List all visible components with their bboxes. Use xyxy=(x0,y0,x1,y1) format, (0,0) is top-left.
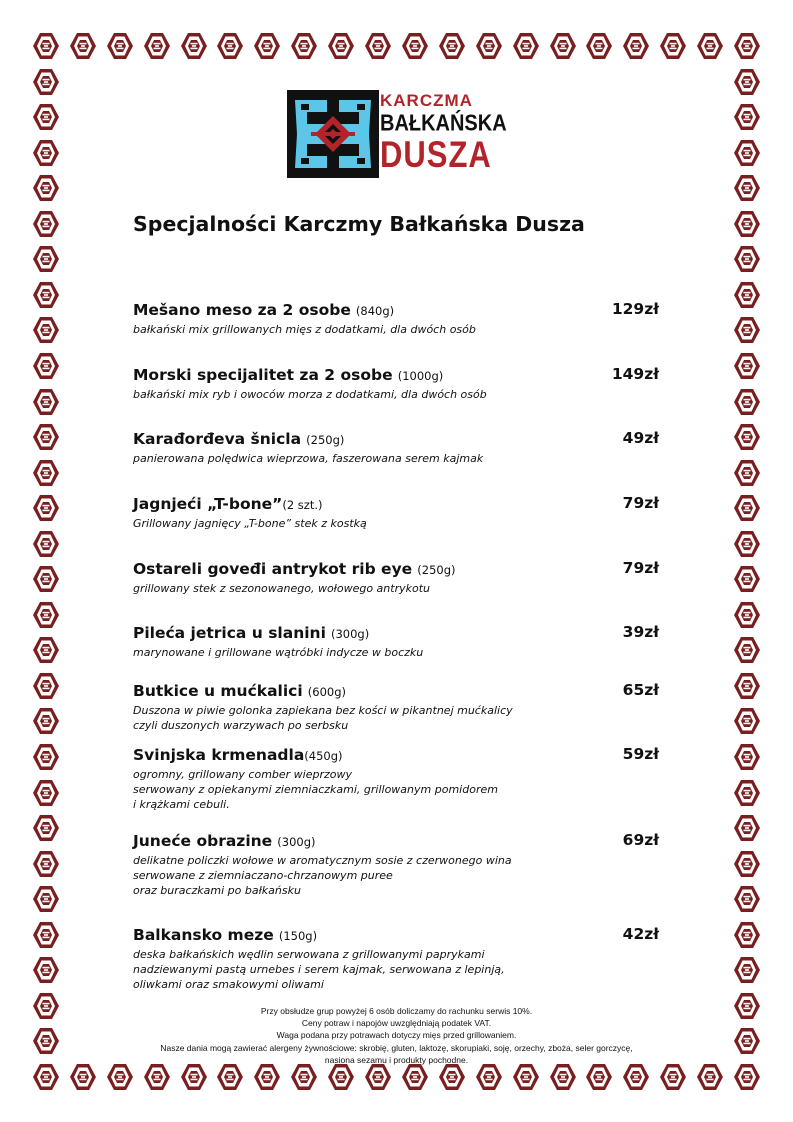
diamond-ornament-icon xyxy=(512,1063,540,1091)
logo-line-2: BAŁKAŃSKA xyxy=(380,110,507,137)
diamond-ornament-icon xyxy=(733,459,761,487)
dish-description-line: i krążkami cebuli. xyxy=(133,798,230,811)
diamond-ornament-icon xyxy=(733,921,761,949)
dish-price: 129zł xyxy=(611,300,659,318)
menu-item xyxy=(133,365,659,402)
diamond-ornament-icon xyxy=(585,1063,613,1091)
diamond-ornament-icon xyxy=(622,1063,650,1091)
diamond-ornament-icon xyxy=(69,1063,97,1091)
diamond-ornament-icon xyxy=(696,1063,724,1091)
dish-price: 42zł xyxy=(622,925,659,943)
diamond-ornament-icon xyxy=(549,32,577,60)
diamond-ornament-icon xyxy=(733,992,761,1020)
diamond-ornament-icon xyxy=(622,32,650,60)
footer-line: Ceny potraw i napojów uwzględniają podatek VAT. xyxy=(301,1018,492,1029)
diamond-ornament-icon xyxy=(290,1063,318,1091)
diamond-ornament-icon xyxy=(32,885,60,913)
diamond-ornament-icon xyxy=(216,1063,244,1091)
diamond-ornament-icon xyxy=(733,68,761,96)
diamond-ornament-icon xyxy=(32,68,60,96)
dish-price: 59zł xyxy=(622,745,659,763)
logo xyxy=(287,90,507,178)
diamond-ornament-icon xyxy=(180,32,208,60)
diamond-ornament-icon xyxy=(364,1063,392,1091)
dish-description-line: grillowany stek z sezonowanego, wołowego antrykotu xyxy=(133,582,430,595)
diamond-ornament-icon xyxy=(327,32,355,60)
dish-description-line: nadziewanymi pastą urnebes i serem kajmak, serwowana z lepinją, xyxy=(133,963,505,976)
diamond-ornament-icon xyxy=(364,32,392,60)
logo-wordmark xyxy=(380,91,507,176)
diamond-ornament-icon xyxy=(32,388,60,416)
dish-description-line: serwowany z opiekanymi ziemniaczkami, grillowanym pomidorem xyxy=(133,783,498,796)
dish-name: Morski specijalitet za 2 osobe xyxy=(133,366,393,384)
diamond-ornament-icon xyxy=(733,779,761,807)
diamond-ornament-icon xyxy=(659,32,687,60)
footer-line: Przy obsłudze grup powyżej 6 osób doliczamy do rachunku serwis 10%. xyxy=(260,1006,533,1016)
diamond-ornament-icon xyxy=(733,956,761,984)
diamond-ornament-icon xyxy=(733,565,761,593)
dish-description-line: Duszona w piwie golonka zapiekana bez kości w pikantnej mućkalicy xyxy=(133,704,513,717)
dish-description-line: deska bałkańskich wędlin serwowana z grillowanymi paprykami xyxy=(133,948,485,961)
diamond-ornament-icon xyxy=(32,956,60,984)
diamond-ornament-icon xyxy=(659,1063,687,1091)
dish-price: 79zł xyxy=(622,494,659,512)
dish-description-line: bałkański mix grillowanych mięs z dodatkami, dla dwóch osób xyxy=(133,323,476,336)
diamond-ornament-icon xyxy=(69,32,97,60)
diamond-ornament-icon xyxy=(733,423,761,451)
menu-item xyxy=(133,925,659,992)
diamond-ornament-icon xyxy=(733,32,761,60)
dish-name: Mešano meso za 2 osobe xyxy=(133,301,351,319)
diamond-ornament-icon xyxy=(32,779,60,807)
diamond-ornament-icon xyxy=(696,32,724,60)
diamond-ornament-icon xyxy=(216,32,244,60)
dish-name: Juneće obrazine xyxy=(133,832,273,850)
diamond-ornament-icon xyxy=(32,32,60,60)
footer-line: nasiona sezamu i produkty pochodne. xyxy=(324,1054,469,1065)
dish-price: 79zł xyxy=(622,559,659,577)
dish-description-line: marynowane i grillowane wątróbki indycze w boczku xyxy=(133,646,424,659)
diamond-ornament-icon xyxy=(733,707,761,735)
diamond-ornament-icon xyxy=(32,174,60,202)
dish-weight: (250g) xyxy=(306,433,345,447)
dish-description-line: serwowane z ziemniaczano-chrzanowym puree xyxy=(133,869,393,882)
diamond-ornament-icon xyxy=(733,530,761,558)
diamond-ornament-icon xyxy=(733,672,761,700)
diamond-ornament-icon xyxy=(32,565,60,593)
diamond-ornament-icon xyxy=(733,743,761,771)
diamond-ornament-icon xyxy=(733,636,761,664)
menu-item xyxy=(133,623,659,660)
dish-name: Karađorđeva šnicla xyxy=(133,430,302,448)
dish-description-line: panierowana polędwica wieprzowa, faszerowana serem kajmak xyxy=(133,452,484,465)
diamond-ornament-icon xyxy=(106,1063,134,1091)
diamond-ornament-icon xyxy=(32,992,60,1020)
diamond-ornament-icon xyxy=(549,1063,577,1091)
diamond-ornament-icon xyxy=(143,32,171,60)
diamond-ornament-icon xyxy=(32,245,60,273)
dish-weight: (300g) xyxy=(331,627,370,641)
dish-name: Jagnjeći „T-bone” xyxy=(133,495,283,513)
diamond-ornament-icon xyxy=(733,281,761,309)
dish-price: 69zł xyxy=(622,831,659,849)
dish-price: 49zł xyxy=(622,429,659,447)
diamond-ornament-icon xyxy=(143,1063,171,1091)
diamond-ornament-icon xyxy=(733,245,761,273)
diamond-ornament-icon xyxy=(733,103,761,131)
menu-item xyxy=(133,494,659,531)
diamond-ornament-icon xyxy=(32,921,60,949)
diamond-ornament-icon xyxy=(32,672,60,700)
menu-item xyxy=(133,681,659,733)
dish-weight: (250g) xyxy=(417,563,456,577)
dish-price: 149zł xyxy=(611,365,659,383)
diamond-ornament-icon xyxy=(733,1063,761,1091)
diamond-ornament-icon xyxy=(32,459,60,487)
dish-weight: (450g) xyxy=(304,749,343,763)
diamond-ornament-icon xyxy=(180,1063,208,1091)
diamond-ornament-icon xyxy=(733,352,761,380)
diamond-ornament-icon xyxy=(32,743,60,771)
menu-item xyxy=(133,831,659,898)
diamond-ornament-icon xyxy=(32,494,60,522)
menu-item xyxy=(133,745,659,812)
diamond-ornament-icon xyxy=(32,707,60,735)
diamond-ornament-icon xyxy=(32,139,60,167)
diamond-ornament-icon xyxy=(32,281,60,309)
dish-description-line: Grillowany jagnięcy „T-bone” stek z kostką xyxy=(133,517,367,530)
diamond-ornament-icon xyxy=(733,494,761,522)
diamond-ornament-icon xyxy=(32,814,60,842)
diamond-ornament-icon xyxy=(438,1063,466,1091)
diamond-ornament-icon xyxy=(475,1063,503,1091)
dish-name: Svinjska krmenadla xyxy=(133,746,305,764)
diamond-ornament-icon xyxy=(733,139,761,167)
diamond-ornament-icon xyxy=(733,1027,761,1055)
footer-notes xyxy=(60,1005,733,1066)
dish-price: 65zł xyxy=(622,681,659,699)
diamond-ornament-icon xyxy=(733,210,761,238)
dish-description-line: bałkański mix ryb i owoców morza z dodatkami, dla dwóch osób xyxy=(133,388,487,401)
diamond-ornament-icon xyxy=(32,1027,60,1055)
dish-description-line: oraz buraczkami po bałkańsku xyxy=(133,884,301,897)
diamond-ornament-icon xyxy=(733,388,761,416)
menu-item xyxy=(133,300,659,337)
diamond-ornament-icon xyxy=(32,601,60,629)
diamond-ornament-icon xyxy=(401,32,429,60)
footer-line: Nasze dania mogą zawierać alergeny żywnościowe: skrobię, gluten, laktozę, skorupiaki, soję, orzechy, zboża, seler gorczycę, xyxy=(160,1042,633,1053)
logo-line-3: DUSZA xyxy=(380,133,492,176)
diamond-ornament-icon xyxy=(32,1063,60,1091)
diamond-ornament-icon xyxy=(32,352,60,380)
diamond-ornament-icon xyxy=(106,32,134,60)
diamond-ornament-icon xyxy=(438,32,466,60)
dish-name: Pileća jetrica u slanini xyxy=(133,624,326,642)
diamond-ornament-icon xyxy=(32,210,60,238)
dish-name: Balkansko meze xyxy=(133,926,274,944)
diamond-ornament-icon xyxy=(401,1063,429,1091)
dish-weight: (1000g) xyxy=(397,369,444,383)
diamond-ornament-icon xyxy=(32,530,60,558)
diamond-ornament-icon xyxy=(733,850,761,878)
dish-description-line: delikatne policzki wołowe w aromatycznym sosie z czerwonego wina xyxy=(133,854,512,867)
diamond-ornament-icon xyxy=(733,316,761,344)
dish-price: 39zł xyxy=(622,623,659,641)
diamond-ornament-icon xyxy=(733,174,761,202)
menu-item xyxy=(133,559,659,596)
diamond-ornament-icon xyxy=(290,32,318,60)
diamond-ornament-icon xyxy=(512,32,540,60)
diamond-ornament-icon xyxy=(32,636,60,664)
diamond-ornament-icon xyxy=(733,601,761,629)
diamond-ornament-icon xyxy=(32,850,60,878)
diamond-ornament-icon xyxy=(253,1063,281,1091)
diamond-ornament-icon xyxy=(475,32,503,60)
dish-description-line: oliwkami oraz smakowymi oliwami xyxy=(133,978,324,991)
dish-weight: (2 szt.) xyxy=(282,498,323,512)
diamond-ornament-icon xyxy=(32,423,60,451)
dish-weight: (300g) xyxy=(277,835,316,849)
footer-line: Waga podana przy potrawach dotyczy mięs przed grillowaniem. xyxy=(276,1030,517,1041)
diamond-ornament-icon xyxy=(32,316,60,344)
diamond-ornament-icon xyxy=(733,814,761,842)
diamond-ornament-icon xyxy=(32,103,60,131)
logo-emblem-icon xyxy=(287,90,379,178)
dish-description-line: ogromny, grillowany comber wieprzowy xyxy=(133,768,353,781)
dish-name: Butkice u mućkalici xyxy=(133,682,303,700)
dish-weight: (600g) xyxy=(307,685,347,699)
logo-line-1: KARCZMA xyxy=(380,91,473,110)
dish-name: Ostareli goveđi antrykot rib eye xyxy=(133,560,413,578)
diamond-ornament-icon xyxy=(327,1063,355,1091)
diamond-ornament-icon xyxy=(585,32,613,60)
dish-description-line: czyli duszonych warzywach po serbsku xyxy=(133,719,349,732)
dish-weight: (150g) xyxy=(278,929,318,943)
menu-item xyxy=(133,429,659,466)
diamond-ornament-icon xyxy=(253,32,281,60)
dish-weight: (840g) xyxy=(355,304,395,318)
menu-title: Specjalności Karczmy Bałkańska Dusza xyxy=(133,212,585,236)
diamond-ornament-icon xyxy=(733,885,761,913)
